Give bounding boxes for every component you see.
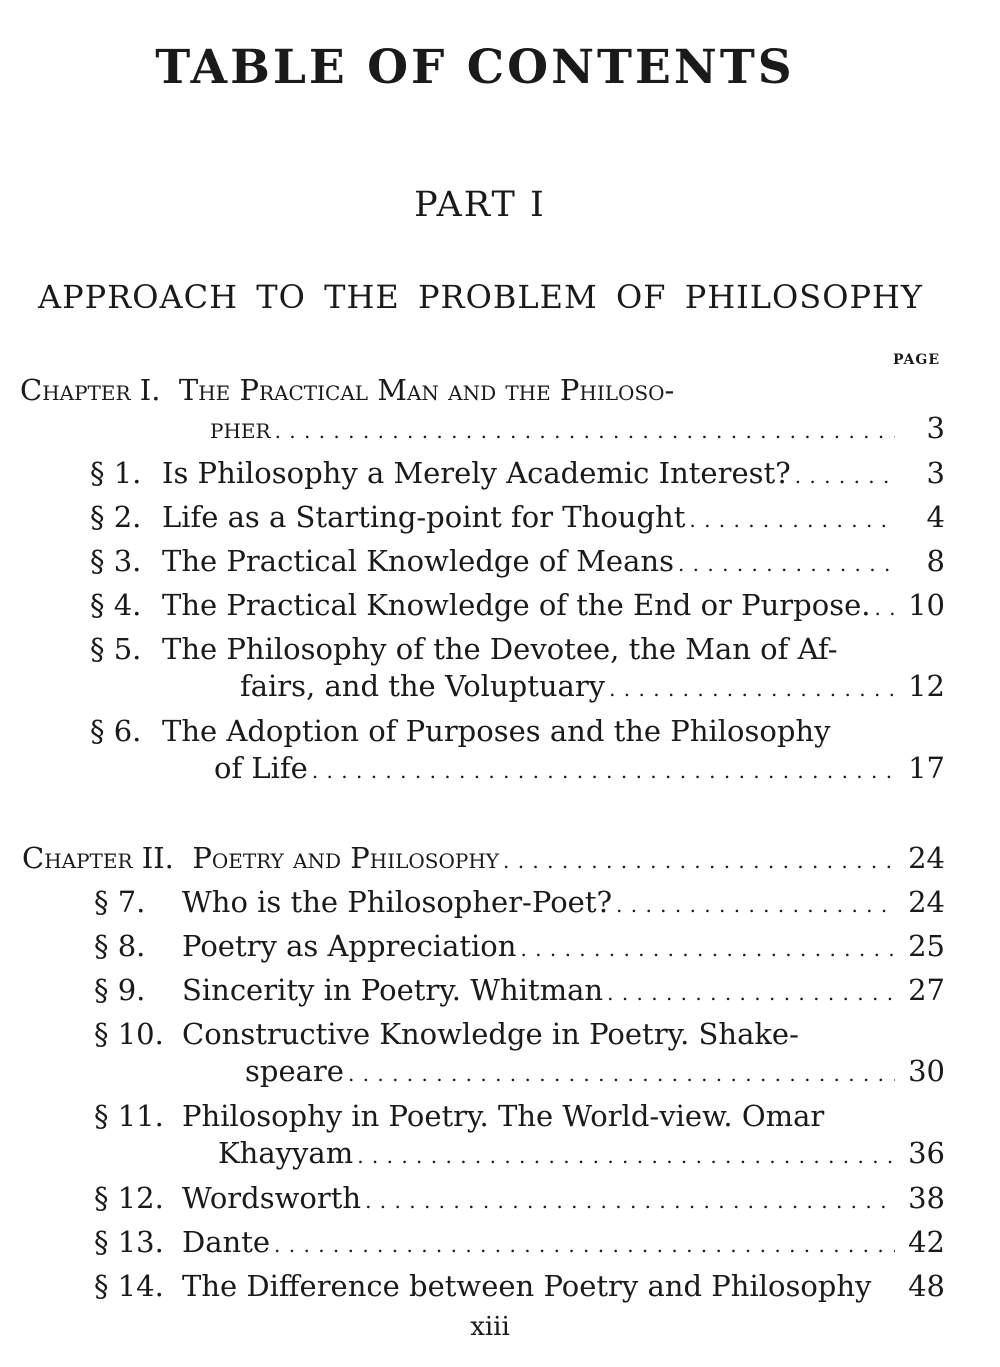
chapter-2-heading xyxy=(22,840,945,879)
leader-dots xyxy=(274,1224,895,1263)
leader-dots xyxy=(312,750,895,789)
section-title: Sincerity in Poetry. Whitman xyxy=(182,973,604,1007)
section-title: The Difference between Poetry and Philosophy xyxy=(182,1269,872,1303)
toc-entry-1 xyxy=(90,455,945,494)
leader-dots xyxy=(357,1135,895,1174)
section-page: 30 xyxy=(908,1054,945,1088)
leader-dots xyxy=(874,587,895,626)
section-number: § 8. xyxy=(94,929,146,963)
toc-entry-5-line1 xyxy=(90,631,838,667)
leader-dots xyxy=(348,1053,895,1092)
part-heading: PART I xyxy=(414,185,546,225)
page-title: TABLE OF CONTENTS xyxy=(155,40,795,95)
chapter-1-title-line1: The Practical Man and the Philoso- xyxy=(178,373,675,407)
toc-entry-8 xyxy=(94,928,945,967)
chapter-2-label: Chapter II. xyxy=(22,841,174,875)
part-title: APPROACH TO THE PROBLEM OF PHILOSOPHY xyxy=(38,278,923,316)
section-number: § 14. xyxy=(94,1269,164,1303)
toc-entry-11-line2 xyxy=(218,1135,945,1174)
toc-entry-4 xyxy=(90,587,945,626)
section-number: § 7. xyxy=(94,885,146,919)
section-title: Wordsworth xyxy=(182,1181,362,1215)
section-number: § 13. xyxy=(94,1225,164,1259)
section-number: § 2. xyxy=(90,500,142,534)
toc-entry-10-line2 xyxy=(245,1053,945,1092)
toc-entry-11-line1 xyxy=(94,1098,824,1134)
toc-entry-14 xyxy=(94,1268,945,1304)
toc-entry-6-line1 xyxy=(90,713,830,749)
section-number: § 5. xyxy=(90,632,142,666)
chapter-2-page: 24 xyxy=(908,841,945,875)
section-title: Dante xyxy=(182,1225,271,1259)
section-page: 10 xyxy=(908,588,945,622)
leader-dots xyxy=(520,928,895,967)
section-page: 3 xyxy=(926,456,945,490)
chapter-1-page: 3 xyxy=(926,411,945,445)
section-title: Constructive Knowledge in Poetry. Shake- xyxy=(182,1017,799,1051)
leader-dots xyxy=(678,543,895,582)
section-title-cont: Khayyam xyxy=(218,1136,354,1170)
section-title: Who is the Philosopher-Poet? xyxy=(182,885,613,919)
section-page: 36 xyxy=(908,1136,945,1170)
section-title-cont: speare xyxy=(245,1054,344,1088)
section-title-cont: fairs, and the Voluptuary xyxy=(240,669,606,703)
leader-dots xyxy=(503,840,895,879)
toc-entry-5-line2 xyxy=(240,668,945,707)
section-page: 24 xyxy=(908,885,945,919)
toc-entry-2 xyxy=(90,499,945,538)
leader-dots xyxy=(609,668,895,707)
section-title: The Practical Knowledge of Means xyxy=(162,544,674,578)
chapter-1-title-line2: pher xyxy=(210,411,271,445)
section-page: 17 xyxy=(908,751,945,785)
section-page: 38 xyxy=(908,1181,945,1215)
section-page: 12 xyxy=(908,669,945,703)
leader-dots xyxy=(689,499,895,538)
section-title: Is Philosophy a Merely Academic Interest? xyxy=(162,456,791,490)
leader-dots xyxy=(607,972,895,1011)
section-title: The Adoption of Purposes and the Philosophy xyxy=(162,714,831,748)
section-title: Philosophy in Poetry. The World-view. Omar xyxy=(182,1099,825,1133)
section-number: § 11. xyxy=(94,1099,164,1133)
section-page: 25 xyxy=(908,929,945,963)
chapter-1-label: Chapter I. xyxy=(20,373,161,407)
page-column-header: PAGE xyxy=(893,352,940,368)
chapter-2-title: Poetry and Philosophy xyxy=(192,841,499,875)
section-number: § 12. xyxy=(94,1181,164,1215)
section-title-cont: of Life xyxy=(214,751,308,785)
toc-entry-13 xyxy=(94,1224,945,1263)
page-number: xiii xyxy=(470,1312,510,1342)
section-title: Poetry as Appreciation xyxy=(182,929,517,963)
leader-dots xyxy=(795,455,895,494)
section-page: 42 xyxy=(908,1225,945,1259)
toc-entry-7 xyxy=(94,884,945,923)
section-number: § 6. xyxy=(90,714,142,748)
section-page: 48 xyxy=(908,1269,945,1303)
section-title: Life as a Starting-point for Thought xyxy=(162,500,686,534)
section-number: § 9. xyxy=(94,973,146,1007)
leader-dots xyxy=(275,410,895,449)
chapter-1-heading xyxy=(20,372,674,408)
chapter-1-title-row2 xyxy=(210,410,945,449)
toc-entry-12 xyxy=(94,1180,945,1219)
section-number: § 3. xyxy=(90,544,142,578)
section-title: The Philosophy of the Devotee, the Man of Af- xyxy=(162,632,838,666)
section-number: § 10. xyxy=(94,1017,164,1051)
section-page: 8 xyxy=(926,544,945,578)
toc-entry-3 xyxy=(90,543,945,582)
section-page: 27 xyxy=(908,973,945,1007)
section-title: The Practical Knowledge of the End or Purpose. xyxy=(162,588,871,622)
leader-dots xyxy=(616,884,895,923)
section-page: 4 xyxy=(926,500,945,534)
toc-entry-9 xyxy=(94,972,945,1011)
section-number: § 4. xyxy=(90,588,142,622)
section-number: § 1. xyxy=(90,456,142,490)
toc-entry-6-line2 xyxy=(214,750,945,789)
leader-dots xyxy=(365,1180,895,1219)
toc-entry-10-line1 xyxy=(94,1016,799,1052)
